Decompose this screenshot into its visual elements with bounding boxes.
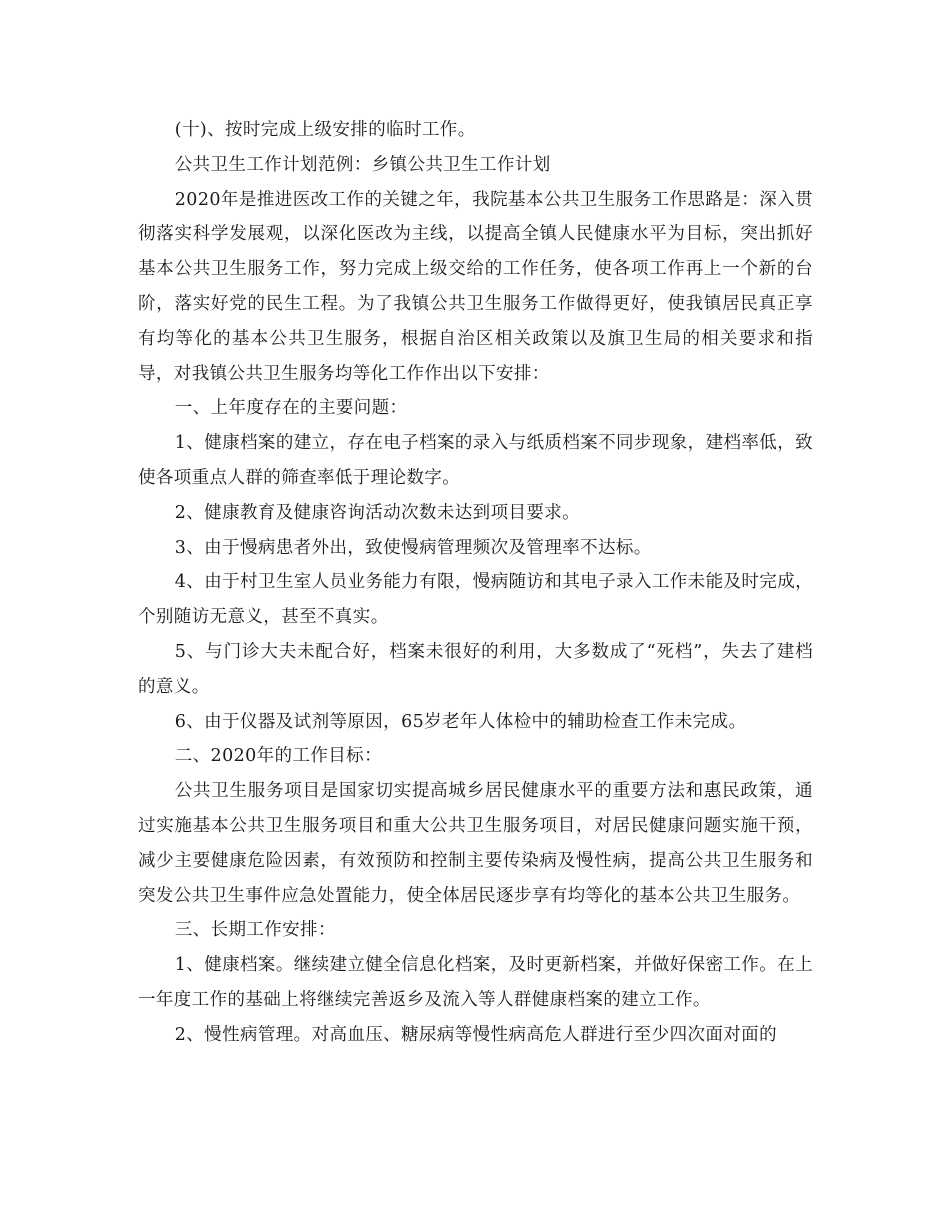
heading-main-problems: 一、上年度存在的主要问题： — [174, 398, 408, 419]
problem-item-2: 2、健康教育及健康咨询活动次数未达到项目要求。 — [174, 502, 581, 523]
heading-long-term-arrangements: 三、长期工作安排： — [174, 920, 336, 941]
arrangement-item-2: 2、慢性病管理。对高血压、糖尿病等慢性病高危人群进行至少四次面对面的 — [174, 1024, 777, 1045]
paragraph-temporary-work: (十)、按时完成上级安排的临时工作。 — [174, 120, 476, 140]
problem-item-5: 5、与门诊大夫未配合好，档案未很好的利用，大多数成了“死档”，失去了建档的意义。 — [138, 641, 813, 697]
problem-item-3: 3、由于慢病患者外出，致使慢病管理频次及管理率不达标。 — [174, 537, 652, 558]
paragraph-work-goals: 公共卫生服务项目是国家切实提高城乡居民健康水平的重要方法和惠民政策，通过实施基本公共卫生服务项目和重大公共卫生服务项目，对居民健康问题实施干预，减少主要健康危险因素，有效预防和控制主要传染病及慢性病，提高公共卫生服务和突发公共卫生事件应急处置能力，使全体居民逐步享有均等化的基本公共卫生服务。 — [138, 781, 813, 906]
paragraph-intro: 2020年是推进医改工作的关键之年，我院基本公共卫生服务工作思路是：深入贯彻落实科学发展观，以深化医改为主线，以提高全镇人民健康水平为目标，突出抓好基本公共卫生服务工作，努力完成上级交给的工作任务，使各项工作再上一个新的台阶，落实好党的民生工程。为了我镇公共卫生服务工作做得更好，使我镇居民真正享有均等化的基本公共卫生服务，根据自治区相关政策以及旗卫生局的相关要求和指导，对我镇公共卫生服务均等化工作作出以下安排： — [138, 189, 813, 384]
problem-item-1: 1、健康档案的建立，存在电子档案的录入与纸质档案不同步现象，建档率低，致使各项重点人群的筛查率低于理论数字。 — [138, 433, 813, 488]
arrangement-item-1: 1、健康档案。继续建立健全信息化档案，及时更新档案，并做好保密工作。在上一年度工作的基础上将继续完善返乡及流入等人群健康档案的建立工作。 — [138, 955, 813, 1010]
heading-work-goals: 二、2020年的工作目标： — [174, 746, 382, 767]
problem-item-4: 4、由于村卫生室人员业务能力有限，慢病随访和其电子录入工作未能及时完成，个别随访无意义，甚至不真实。 — [138, 572, 813, 628]
document-body — [138, 113, 813, 1053]
problem-item-6: 6、由于仪器及试剂等原因，65岁老年人体检中的辅助检查工作未完成。 — [174, 711, 747, 732]
paragraph-plan-example-title: 公共卫生工作计划范例：乡镇公共卫生工作计划 — [174, 154, 551, 175]
